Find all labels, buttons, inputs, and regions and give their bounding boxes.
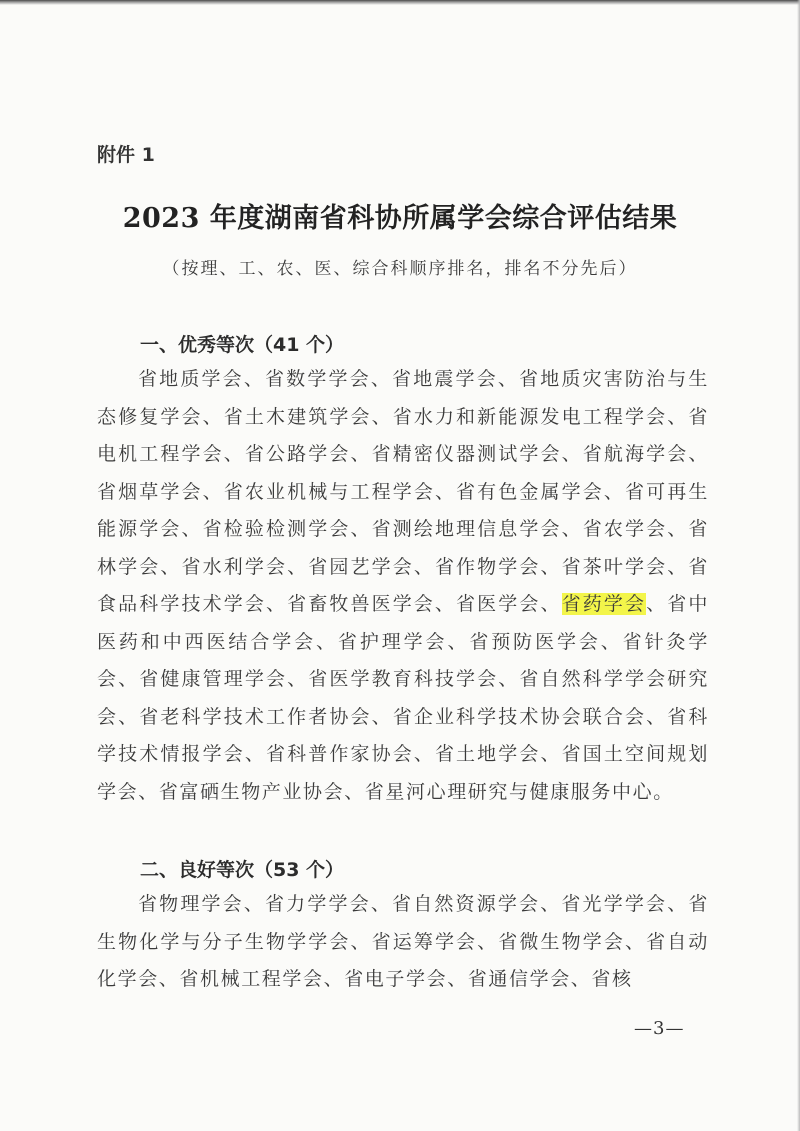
body-text: 、省中医药和中西医结合学会、省护理学会、省预防医学会、省针灸学会、省健康管理学会、省医学教育科技学会、省自然科学学会研究会、省老科学技术工作者协会、省企业科学技术协会联合会、省科学技术情报学会、省科普作家协会、省土地学会、省国土空间规划学会、省富硒生物产业协会、省星河心理研究与健康服务中心。 — [97, 593, 709, 803]
section-body-good: 省物理学会、省力学学会、省自然资源学会、省光学学会、省生物化学与分子生物学学会、省运筹学会、省微生物学会、省自动化学会、省机械工程学会、省电子学会、省通信学会、省核 — [97, 893, 709, 990]
highlighted-text: 省药学会 — [561, 593, 647, 615]
page-number: —3— — [634, 1018, 685, 1039]
scan-edge — [0, 0, 800, 5]
section-heading-excellent: 一、优秀等次（41 个） — [140, 334, 345, 356]
attachment-label: 附件 1 — [97, 144, 155, 166]
body-text: 省地质学会、省数学学会、省地震学会、省地质灾害防治与生态修复学会、省土木建筑学会、省水力和新能源发电工程学会、省电机工程学会、省公路学会、省精密仪器测试学会、省航海学会、省烟草学会、省农业机械与工程学会、省有色金属学会、省可再生能源学会、省检验检测学会、省测绘地理信息学会、省农学会、省林学会、省水利学会、省园艺学会、省作物学会、省茶叶学会、省食品科学技术学会、省畜牧兽医学会、省医学会、 — [97, 368, 709, 615]
section-heading-good: 二、良好等次（53 个） — [140, 859, 345, 881]
document-subtitle: （按理、工、农、医、综合科顺序排名，排名不分先后） — [162, 259, 638, 279]
document-title: 2023 年度湖南省科协所属学会综合评估结果 — [122, 203, 678, 234]
section-body-excellent — [97, 361, 709, 811]
